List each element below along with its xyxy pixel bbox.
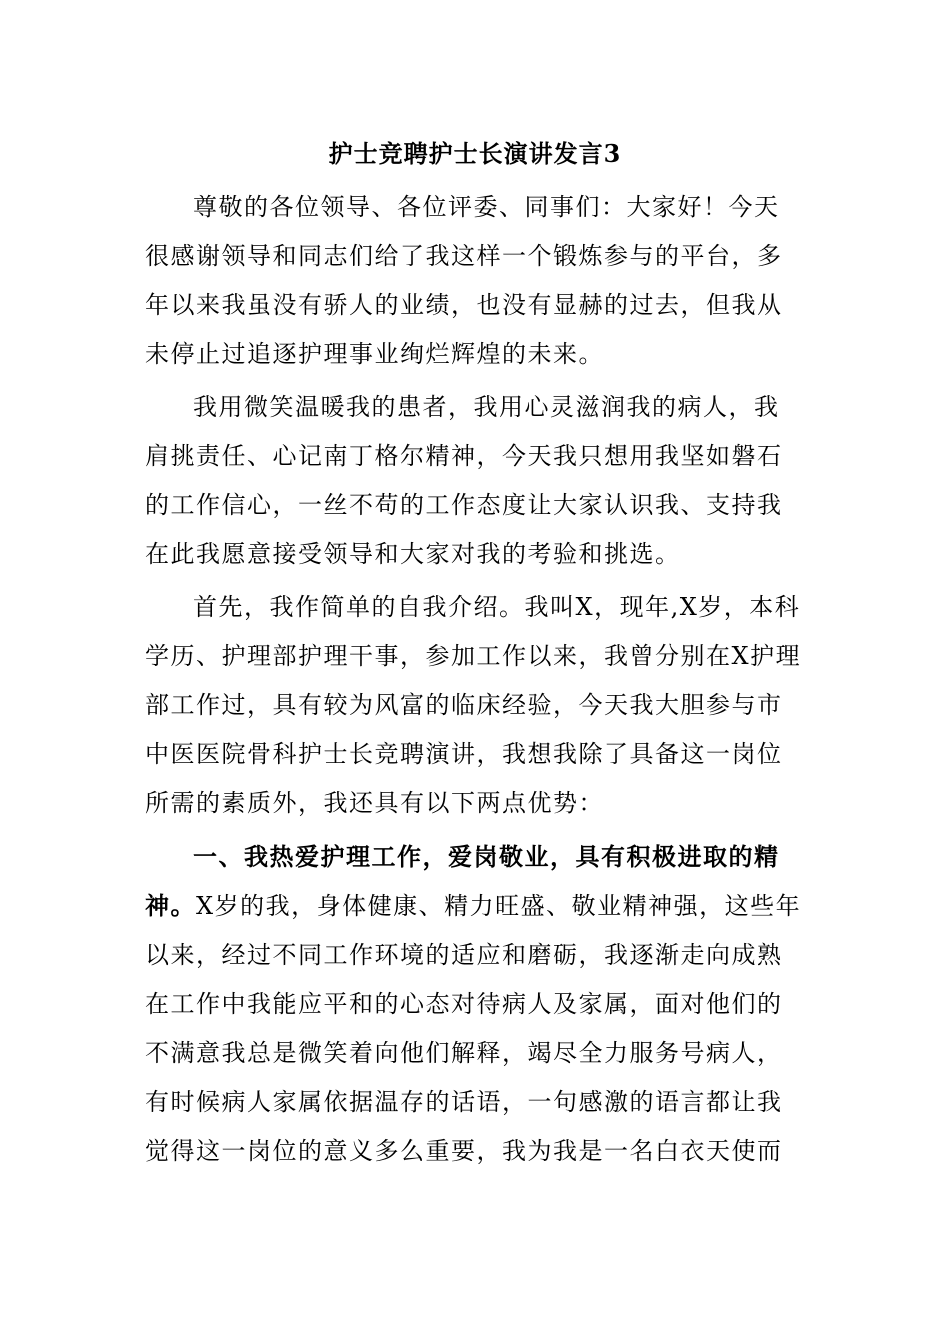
- paragraph-introduction: [145, 583, 807, 828]
- paragraph-advantage-one: [145, 832, 807, 1176]
- paragraph-greeting: [145, 183, 807, 379]
- text-line: 不满意我总是微笑着向他们解释，竭尽全力服务号病人，: [145, 1039, 783, 1067]
- text-line: 部工作过，具有较为风富的临床经验，今天我大胆参与市: [145, 691, 783, 719]
- text-line: 我用微笑温暖我的患者，我用心灵滋润我的病人，我: [193, 393, 780, 421]
- text-line: 尊敬的各位领导、各位评委、同事们：大家好！今天: [193, 193, 780, 221]
- text-line: 中医医院骨科护士长竞聘演讲，我想我除了具备这一岗位: [145, 740, 783, 768]
- text-fragment: X岁的我，身体健康、精力旺盛、敬业精神强，这些年: [196, 892, 802, 920]
- text-line: 未停止过追逐护理事业绚烂辉煌的未来。: [145, 340, 604, 368]
- text-line: 在工作中我能应平和的心态对待病人及家属，面对他们的: [145, 990, 783, 1018]
- text-line: 在此我愿意接受领导和大家对我的考验和挑选。: [145, 540, 681, 568]
- text-line: 的工作信心，一丝不苟的工作态度让大家认识我、支持我: [145, 491, 783, 519]
- text-line: 年以来我虽没有骄人的业绩，也没有显赫的过去，但我从: [145, 291, 783, 319]
- section-heading-tail: 神。: [145, 891, 196, 920]
- paragraph-commitment: [145, 383, 807, 579]
- text-line: 有时候病人家属依据温存的话语，一句感激的语言都让我: [145, 1088, 783, 1116]
- text-line: 学历、护理部护理干事，参加工作以来，我曾分别在X护理: [145, 642, 802, 670]
- document-title: 护士竞聘护士长演讲发言3: [328, 139, 622, 168]
- text-line: 觉得这一岗位的意义多么重要，我为我是一名白衣天使而: [145, 1137, 783, 1165]
- text-line: [145, 881, 807, 931]
- section-heading: 一、我热爱护理工作，爱岗敬业，具有积极进取的精: [193, 842, 780, 871]
- text-line: 以来，经过不同工作环境的适应和磨砺，我逐渐走向成熟: [145, 941, 783, 969]
- document-body: [145, 183, 807, 1176]
- text-line: 肩挑责任、心记南丁格尔精神，今天我只想用我坚如磐石: [145, 442, 783, 470]
- text-line: 所需的素质外，我还具有以下两点优势：: [145, 789, 604, 817]
- text-line: 很感谢领导和同志们给了我这样一个锻炼参与的平台，多: [145, 242, 783, 270]
- text-line: 首先，我作简单的自我介绍。我叫X，现年,X岁，本科: [193, 593, 801, 621]
